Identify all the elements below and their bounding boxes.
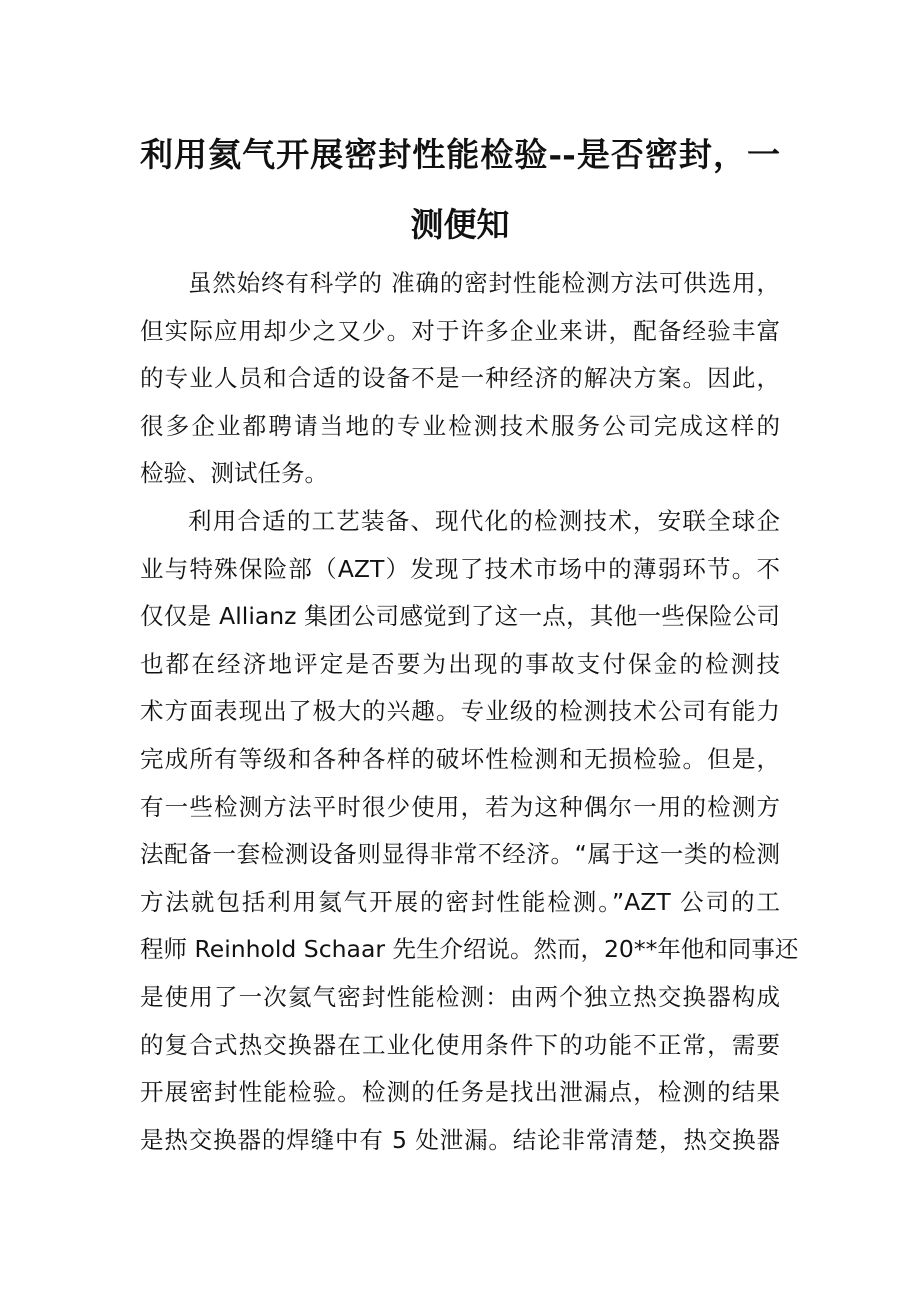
paragraph-2-line: 是使用了一次氦气密封性能检测：由两个独立热交换器构成 bbox=[140, 983, 780, 1011]
paragraph-2-line: 程师 Reinhold Schaar 先生介绍说。然而，20**年他和同事还 bbox=[140, 935, 799, 963]
paragraph-1-line: 虽然始终有科学的 准确的密封性能检测方法可供选用， bbox=[188, 269, 780, 297]
paragraph-2-line: 有一些检测方法平时很少使用，若为这种偶尔一用的检测方 bbox=[140, 793, 780, 821]
document-title-line: 利用氦气开展密封性能检验--是否密封，一 bbox=[140, 135, 780, 174]
paragraph-2-line: 也都在经济地评定是否要为出现的事故支付保金的检测技 bbox=[140, 650, 780, 678]
paragraph-2-line: 完成所有等级和各种各样的破坏性检测和无损检验。但是， bbox=[140, 745, 780, 773]
paragraph-2-line: 业与特殊保险部（AZT）发现了技术市场中的薄弱环节。不 bbox=[140, 555, 780, 583]
paragraph-2-line: 术方面表现出了极大的兴趣。专业级的检测技术公司有能力 bbox=[140, 697, 780, 725]
paragraph-2-line: 的复合式热交换器在工业化使用条件下的功能不正常，需要 bbox=[140, 1031, 780, 1059]
paragraph-2-line: 法配备一套检测设备则显得非常不经济。“属于这一类的检测 bbox=[140, 840, 780, 868]
paragraph-2-line: 方法就包括利用氦气开展的密封性能检测。”AZT 公司的工 bbox=[140, 888, 780, 916]
paragraph-1-line: 检验、测试任务。 bbox=[140, 459, 328, 487]
paragraph-1-line: 的专业人员和合适的设备不是一种经济的解决方案。因此， bbox=[140, 364, 780, 392]
paragraph-1-line: 但实际应用却少之又少。对于许多企业来讲，配备经验丰富 bbox=[140, 317, 780, 345]
paragraph-2-line: 是热交换器的焊缝中有 5 处泄漏。结论非常清楚，热交换器 bbox=[140, 1126, 780, 1154]
paragraph-2-line: 仅仅是 Allianz 集团公司感觉到了这一点，其他一些保险公司 bbox=[140, 602, 780, 630]
paragraph-2-line: 开展密封性能检验。检测的任务是找出泄漏点，检测的结果 bbox=[140, 1078, 780, 1106]
document-title-line: 测便知 bbox=[410, 205, 510, 244]
paragraph-1-line: 很多企业都聘请当地的专业检测技术服务公司完成这样的 bbox=[140, 412, 780, 440]
paragraph-2-line: 利用合适的工艺装备、现代化的检测技术，安联全球企 bbox=[188, 507, 780, 535]
